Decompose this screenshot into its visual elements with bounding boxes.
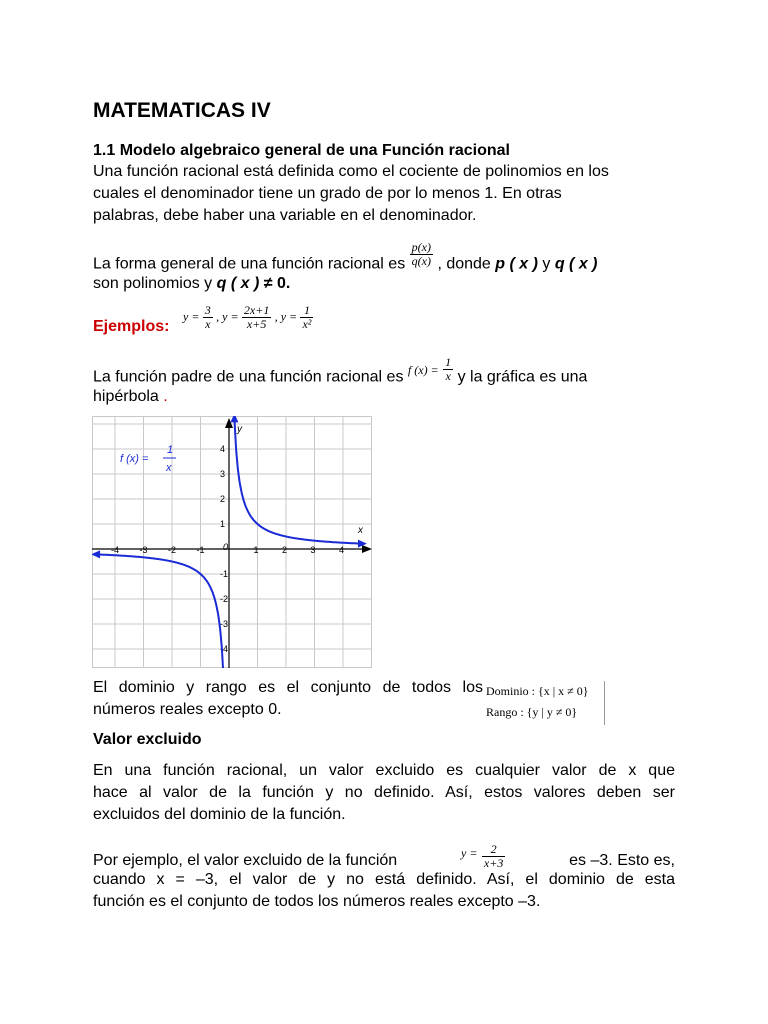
x-tick-label: -2 bbox=[168, 545, 177, 555]
x-tick-label: -1 bbox=[196, 545, 205, 555]
general-form-fraction bbox=[410, 241, 433, 268]
page-title: MATEMATICAS IV bbox=[93, 99, 271, 122]
y-tick-label: -2 bbox=[220, 594, 229, 604]
y-tick-label: -1 bbox=[220, 569, 229, 579]
example2-line: cuando x = –3, el valor de y no está definido. Así, el dominio de esta bbox=[93, 871, 675, 888]
fraction-numerator: 3 bbox=[204, 303, 211, 317]
example2-lhs: y = bbox=[461, 845, 478, 860]
domain-range-box bbox=[486, 681, 605, 725]
intro-line: palabras, debe haber una variable en el denominador. bbox=[93, 207, 477, 224]
fraction-denominator: q(x) bbox=[411, 254, 431, 268]
fraction-denominator: x² bbox=[302, 317, 312, 331]
example2-prefix: Por ejemplo, el valor excluido de la función bbox=[93, 851, 398, 869]
example2-suffix: es –3. Esto es, bbox=[569, 851, 675, 869]
q-of-x-2: q ( x ) bbox=[216, 275, 260, 292]
example2-fraction bbox=[482, 843, 505, 870]
general-form-line2: son polinomios y bbox=[93, 275, 217, 292]
not-equal-zero: ≠ 0. bbox=[259, 275, 291, 292]
general-form-line-2 bbox=[93, 273, 675, 295]
parent-lhs: f (x) = bbox=[407, 362, 439, 377]
examples-formulas bbox=[183, 304, 313, 331]
parent-suffix: y la gráfica es una bbox=[457, 368, 588, 386]
excluded-line: excluidos del dominio de la función. bbox=[93, 806, 346, 823]
example-3-fraction bbox=[300, 304, 313, 331]
example-1-fraction bbox=[203, 304, 213, 331]
excluded-paragraph bbox=[93, 760, 675, 826]
x-axis-label: x bbox=[358, 525, 363, 536]
domain-set: Dominio : {x | x ≠ 0} bbox=[486, 684, 589, 698]
fraction-denominator: x+5 bbox=[246, 317, 267, 331]
parent-prefix: La función padre de una función racional es bbox=[93, 368, 404, 386]
fraction-denominator: x bbox=[205, 317, 211, 331]
fraction-numerator: 1 bbox=[300, 304, 313, 318]
parent-fraction bbox=[443, 356, 453, 383]
example2-rest bbox=[93, 869, 675, 913]
y-tick-label: 2 bbox=[220, 494, 226, 504]
intro-paragraph bbox=[93, 161, 675, 227]
graph-label-num: 1 bbox=[167, 444, 174, 456]
examples-label-text: Ejemplos: bbox=[93, 318, 170, 335]
y-tick-label: 1 bbox=[220, 519, 226, 529]
trailing-dot: . bbox=[163, 388, 168, 405]
fraction-denominator: x+3 bbox=[483, 856, 504, 870]
y-tick-label: -4 bbox=[220, 644, 229, 654]
parent-line-2 bbox=[93, 386, 675, 408]
domain-line: El dominio y rango es el conjunto de todos los bbox=[93, 679, 483, 696]
x-tick-label: 3 bbox=[310, 545, 316, 555]
general-form-prefix: La forma general de una función racional es bbox=[93, 255, 406, 273]
intro-line: Una función racional está definida como el cociente de polinomios en los bbox=[93, 163, 609, 180]
graph-label-den: x bbox=[166, 462, 172, 474]
example-2-lhs: , y = bbox=[216, 309, 239, 324]
x-tick-label: 2 bbox=[282, 545, 288, 555]
y-tick-label: 3 bbox=[220, 469, 226, 479]
x-tick-label: 4 bbox=[339, 545, 345, 555]
fraction-numerator: p(x) bbox=[411, 240, 431, 254]
domain-paragraph bbox=[93, 677, 483, 721]
domain-line: números reales excepto 0. bbox=[93, 701, 282, 718]
hiperbola-word: hipérbola bbox=[93, 388, 159, 405]
example-3-lhs: , y = bbox=[274, 309, 298, 324]
fraction-denominator: x bbox=[445, 369, 451, 383]
p-of-x: p ( x ) bbox=[495, 255, 538, 273]
y-tick-label: 4 bbox=[220, 444, 226, 454]
hyperbola-graph bbox=[92, 416, 372, 668]
section-title: 1.1 Modelo algebraico general de una Función racional bbox=[93, 142, 510, 159]
fraction-numerator: 2x+1 bbox=[243, 303, 270, 317]
excluded-line: En una función racional, un valor excluido es cualquier valor de x que bbox=[93, 762, 675, 779]
x-tick-label: -4 bbox=[111, 545, 120, 555]
fraction-numerator: 2 bbox=[482, 843, 505, 857]
y-axis-label: y bbox=[237, 424, 242, 435]
examples-label bbox=[93, 318, 169, 336]
general-form-and: y bbox=[537, 255, 555, 273]
origin-label: 0 bbox=[223, 542, 229, 552]
excluded-title: Valor excluido bbox=[93, 731, 202, 748]
general-form-suffix: , donde bbox=[437, 255, 496, 273]
range-set: Rango : {y | y ≠ 0} bbox=[486, 705, 578, 719]
example-1-lhs: y = bbox=[183, 309, 200, 324]
x-tick-label: -3 bbox=[139, 545, 148, 555]
q-of-x: q ( x ) bbox=[554, 255, 598, 273]
graph-label-lhs: f (x) = bbox=[120, 453, 149, 465]
x-tick-label: 1 bbox=[253, 545, 259, 555]
excluded-line: hace al valor de la función y no definido. Así, estos valores deben ser bbox=[93, 784, 675, 801]
example-2-fraction bbox=[242, 304, 271, 331]
intro-line: cuales el denominador tiene un grado de por lo menos 1. En otras bbox=[93, 185, 562, 202]
fraction-numerator: 1 bbox=[445, 355, 452, 369]
y-tick-label: -3 bbox=[220, 619, 229, 629]
example2-line: función es el conjunto de todos los números reales excepto –3. bbox=[93, 893, 541, 910]
